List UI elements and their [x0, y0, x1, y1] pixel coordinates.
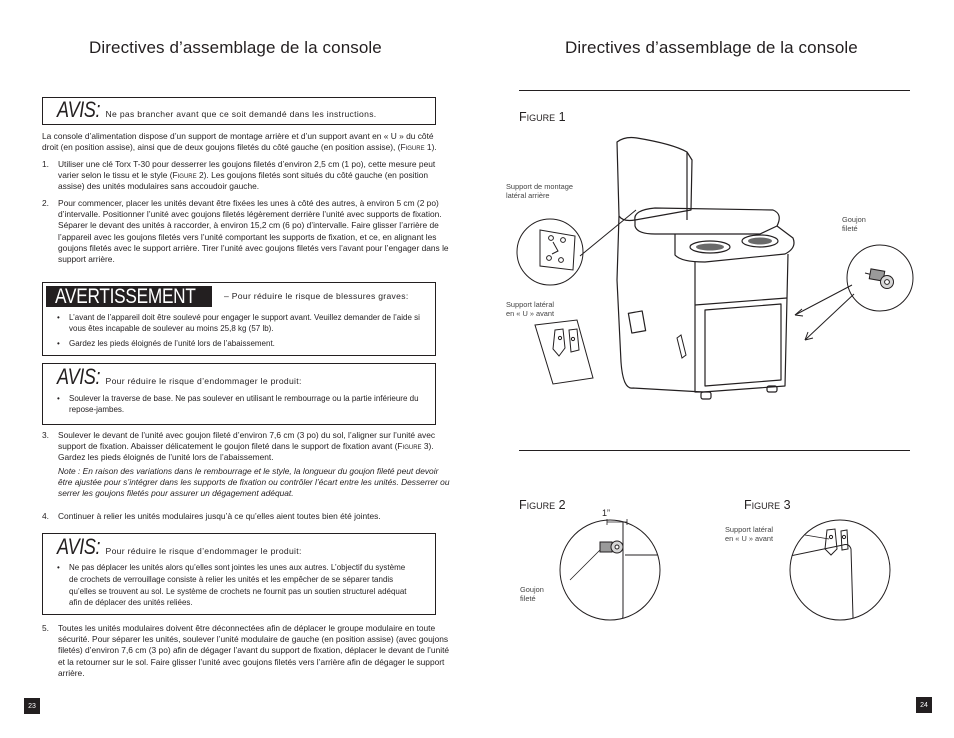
label-stud-fig2 — [520, 586, 544, 603]
notice-bullet: • Ne pas déplacer les unités alors qu’elles sont jointes les unes aux autres. L’objectif du système de crochets de verrouillage consiste à relier les unités et les empêcher de se séparer tandis qu’elles se trouvent au sol. Le système de crochets ne fournit pas un soutien structurel adéquat afin de déplacer des unités reliées. — [53, 562, 413, 609]
step-note: Note : En raison des variations dans le rembourrage et le style, la longueur du goujon fileté peut devoir être ajustée pour s’intégrer dans les supports de fixation ou contrôler l’écart entre les unités. Desserrer ou serrer les goujons filetés pour assurer un dégagement adéquat. — [58, 465, 450, 499]
notice-box-3 — [42, 533, 436, 615]
intro-figure-num: 1). — [424, 142, 437, 153]
divider — [519, 90, 910, 91]
notice-label: AVIS: — [57, 364, 101, 389]
step-number: 1. — [42, 159, 49, 169]
notice-subtitle: Pour réduire le risque d’endommager le produit: — [105, 546, 302, 556]
notice-box-1 — [42, 97, 436, 125]
step-2 — [42, 198, 452, 265]
page-number-right: 24 — [916, 697, 932, 713]
notice-bullet: • Soulever la traverse de base. Ne pas soulever en utilisant le rembourrage ou la partie inférieure du repose-jambes. — [53, 394, 429, 415]
warning-label: AVERTISSEMENT — [55, 284, 196, 308]
rear-bracket-callout — [517, 219, 583, 285]
page-number-left: 23 — [24, 698, 40, 714]
step-number: 3. — [42, 430, 49, 440]
step-text: Toutes les unités modulaires doivent être déconnectées afin de déplacer le groupe modulaire en toute sécurité. Pour séparer les unités, soulever l’unité modulaire de gauche (en position assise) (avec goujons filetés) d’environ 7,6 cm (3 po) afin de dégager l’avant du support de fixation, déplacer le devant de l’unité et la retourner sur le sol. Faire glisser l’unité avec goujons filetés vers l’arrière afin de dégager le support arrière. — [58, 623, 450, 678]
label-line: Goujon — [842, 215, 866, 224]
label-line: en « U » avant — [725, 533, 774, 543]
step-text: Pour commencer, placer les unités devant être fixées les unes à côté des autres, à environ 5 cm (2 po) d’intervalle. Positionner l’unité avec goujons filetés légèrement derrière l’unité avec supports de fixation. Séparer le devant des unités à raccorder, à environ 15,2 cm (6 po) d’intervalle. Faire glisser l’arrière de l’appareil avec les goujons filetés vers l’unité comportant les supports de fixation, et ce, en alignant les goujons filetés avec le support arrière. Tirer l’unité avec goujons filetés vers l’avant pour l’engager dans le support arrière. — [58, 198, 449, 265]
warning-bullet: • L’avant de l’appareil doit être soulevé pour engager le support avant. Veuillez demander de l’aide si vous êtes incapable de soulever au moins 25,8 kg (57 lb). — [53, 313, 429, 334]
warning-subtitle: – Pour réduire le risque de blessures graves: — [224, 291, 409, 301]
figure-2-title: Figure 2 — [519, 498, 566, 512]
warning-box — [42, 282, 436, 356]
notice-subtitle: Pour réduire le risque d’endommager le produit: — [105, 376, 302, 386]
label-front-bracket — [506, 301, 554, 318]
figure-3-title: Figure 3 — [744, 498, 791, 512]
label-line: en « U » avant — [506, 308, 555, 318]
intro-figure-ref: Figure — [400, 142, 425, 153]
front-bracket-callout — [535, 320, 593, 384]
label-line: latéral arrière — [506, 190, 550, 200]
page-title-right: Directives d’assemblage de la console — [565, 38, 858, 57]
step-text: Utiliser une clé Torx T-30 pour desserrer les goujons filetés d’environ 2,5 cm (1 po), cette mesure peut varier selon le tissu et le style ( — [58, 159, 436, 181]
label-line: fileté — [520, 593, 536, 603]
step-text-cont: 2). Les goujons filetés sont situés du côté gauche (en position assise) des unités modulaires sans accoudoir gauche. — [58, 170, 429, 192]
intro-paragraph — [42, 131, 440, 153]
label-line: Support latéral — [725, 525, 774, 534]
figure-ref: Figure — [172, 170, 197, 181]
step-number: 5. — [42, 623, 49, 633]
notice-box-2 — [42, 363, 436, 425]
step-text: Continuer à relier les unités modulaires jusqu’à ce qu’elles aient toutes bien été jointes. — [58, 511, 381, 521]
step-1 — [42, 159, 452, 193]
dimension-label: 1” — [602, 508, 611, 518]
console-cabinet — [695, 254, 788, 392]
chair-side — [617, 216, 703, 392]
warning-bullet: • Gardez les pieds éloignés de l’unité lors de l’abaissement. — [53, 339, 429, 350]
step-3 — [42, 430, 452, 499]
label-stud — [842, 216, 866, 233]
label-line: Support de montage — [506, 182, 573, 191]
notice-label: AVIS: — [57, 97, 101, 122]
page-title-left: Directives d’assemblage de la console — [89, 38, 382, 57]
label-rear-bracket — [506, 183, 573, 200]
step-number: 4. — [42, 511, 49, 521]
figure-ref: Figure — [397, 441, 422, 452]
step-4 — [42, 511, 452, 522]
warning-banner — [46, 286, 212, 307]
seat-cushion — [635, 208, 779, 234]
notice-text: Ne pas brancher avant que ce soit demandé dans les instructions. — [105, 109, 377, 119]
notice-list — [53, 562, 413, 609]
notice-list — [53, 394, 429, 415]
figure-3-illustration — [785, 505, 905, 635]
label-line: Goujon — [520, 585, 544, 594]
label-line: Support latéral — [506, 300, 555, 309]
label-front-bracket-fig3 — [725, 526, 773, 543]
figure-2-illustration — [555, 505, 665, 635]
figure-1-title: Figure 1 — [519, 110, 566, 124]
figure-1-illustration — [505, 130, 925, 420]
intro-text: La console d’alimentation dispose d’un support de montage arrière et d’un support avant en « U » du côté droit (en position assise), ainsi que de deux goujons filetés du côté gauche (en position assise), ( — [42, 131, 434, 153]
label-line: fileté — [842, 223, 858, 233]
warning-list — [53, 313, 429, 350]
step-number: 2. — [42, 198, 49, 208]
divider — [519, 450, 910, 451]
step-text: Soulever le devant de l’unité avec goujon fileté d’environ 7,6 cm (3 po) du sol, l’aligner sur l’unité avec support de fixation. Abaisser délicatement le goujon fileté dans le support de fixation avant ( — [58, 430, 436, 452]
step-5 — [42, 623, 452, 679]
notice-label: AVIS: — [57, 534, 101, 559]
step-text-cont: 3). Gardez les pieds éloignés de l’unité lors de l’abaissement. — [58, 441, 434, 463]
